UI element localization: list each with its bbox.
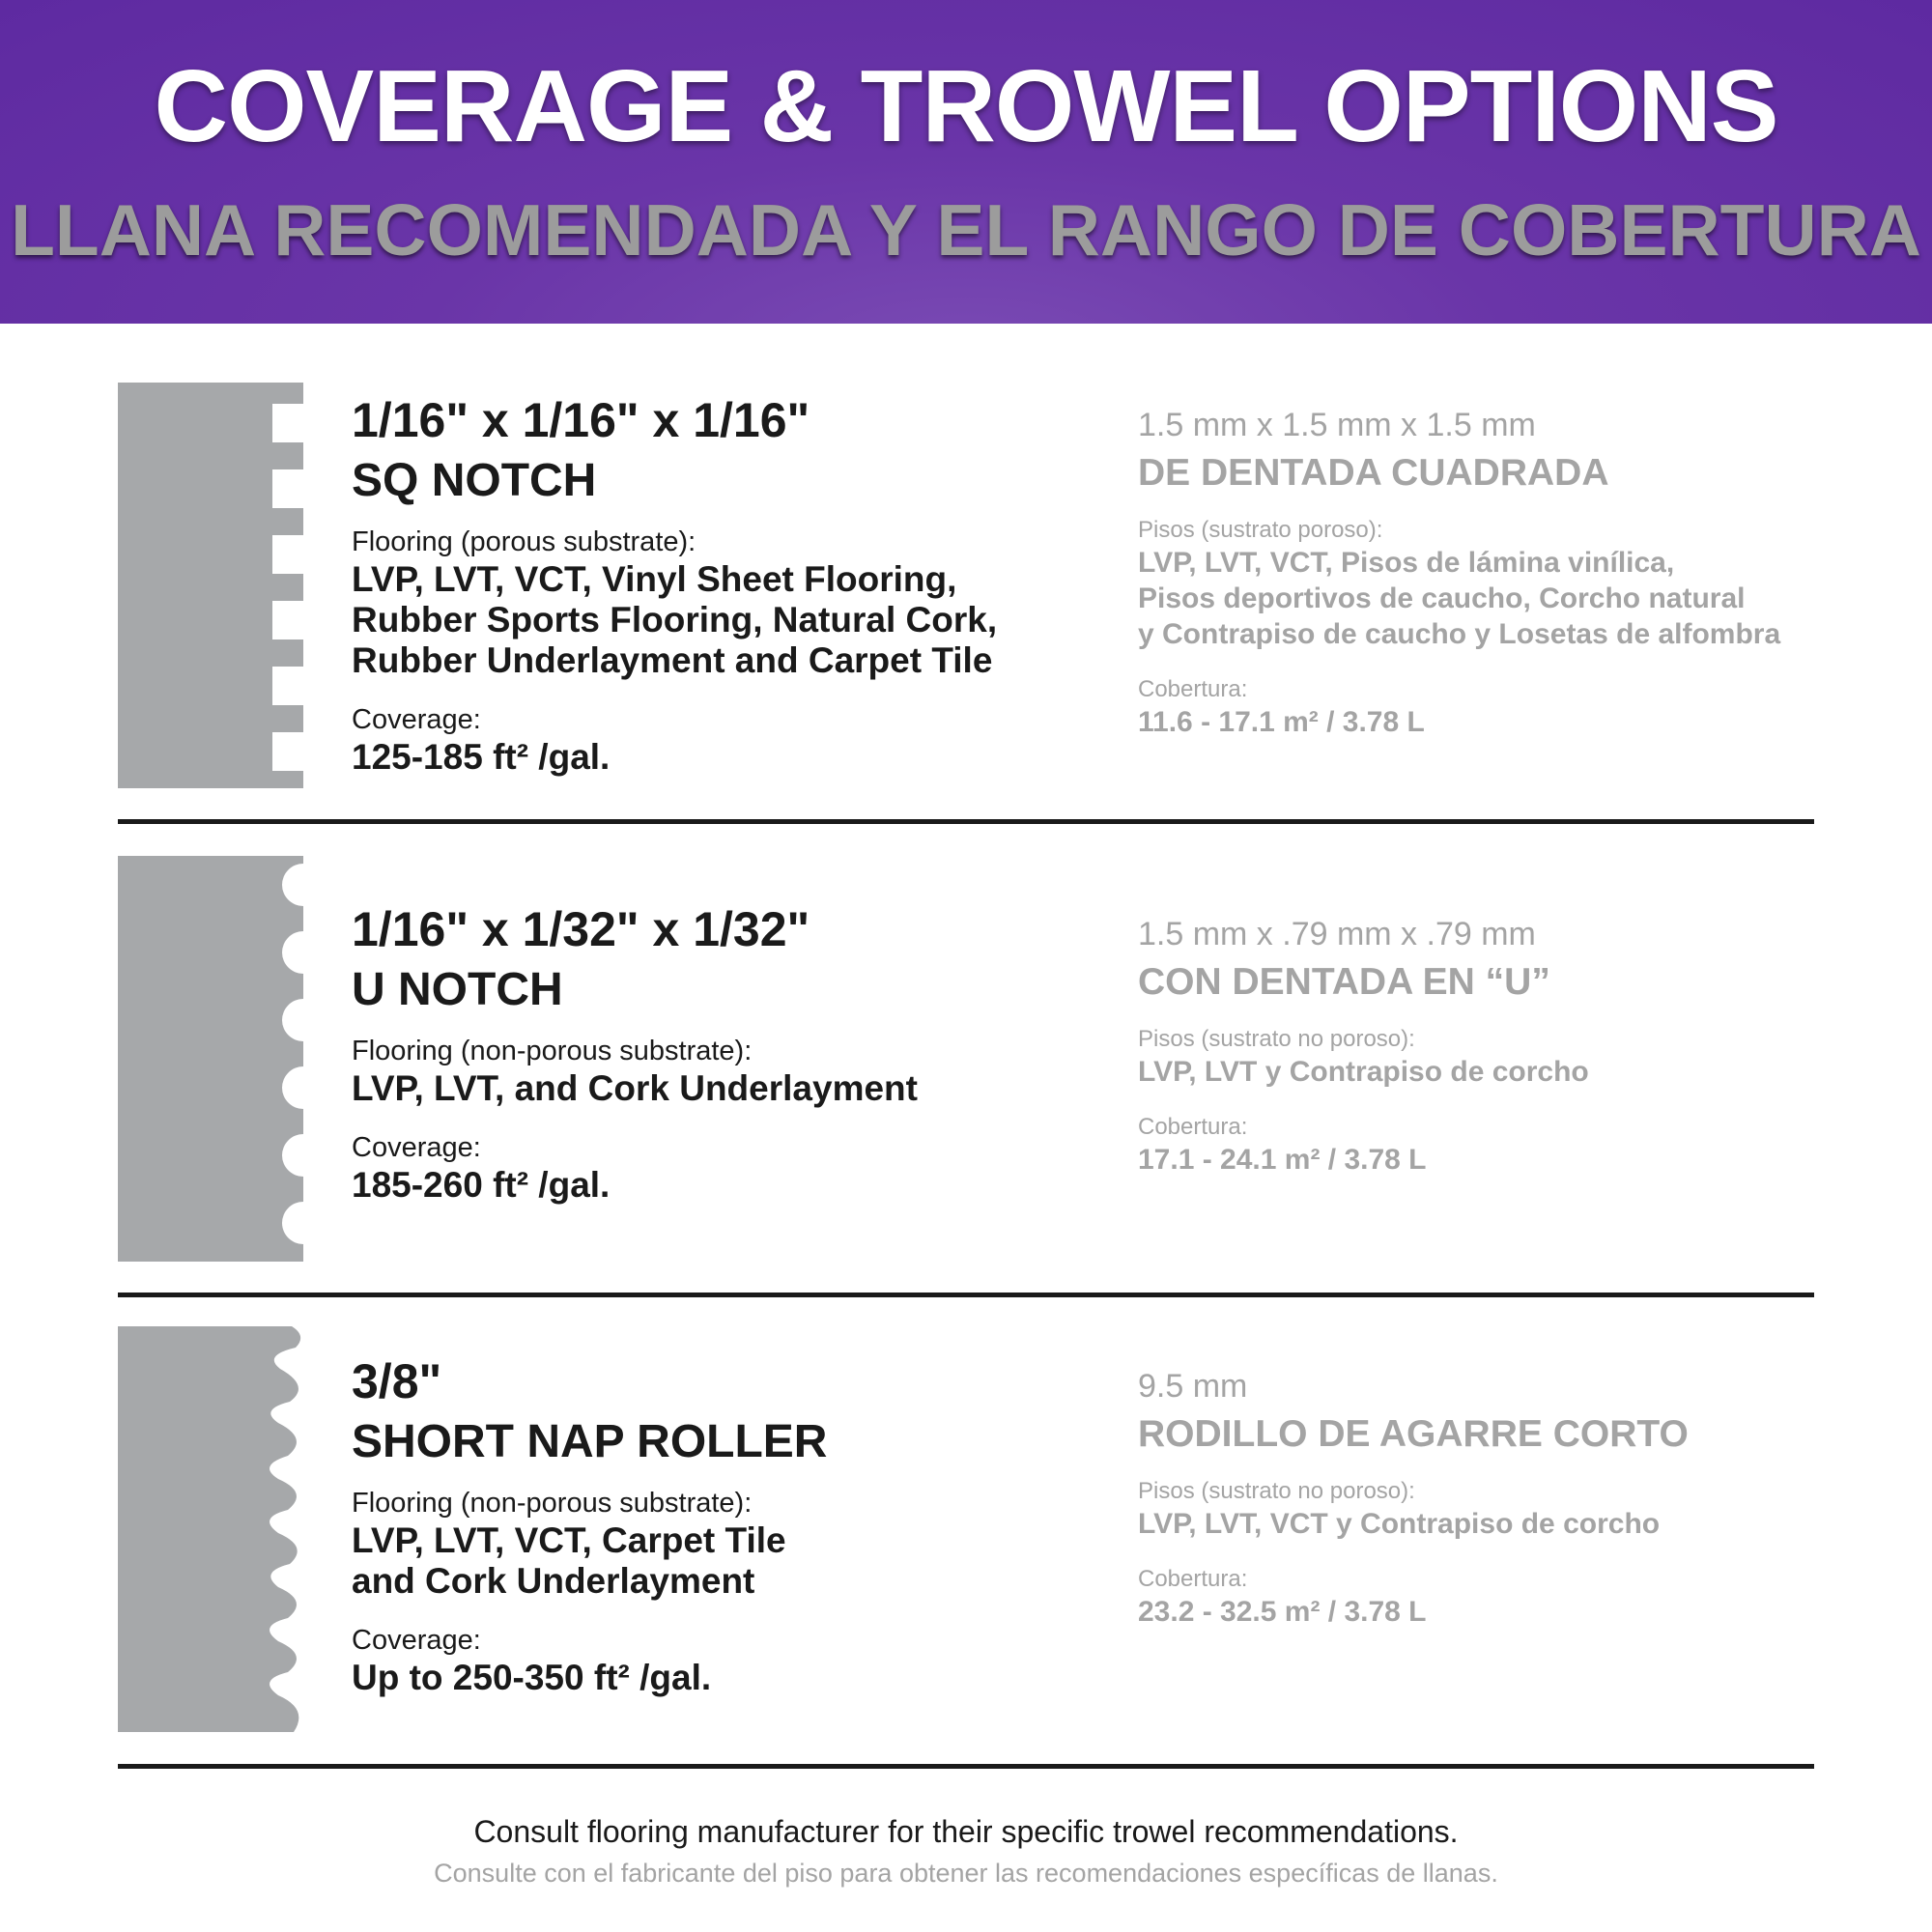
- row-divider: [118, 819, 1814, 824]
- flooring-types-es: LVP, LVT, VCT, Pisos de lámina vinílica, Pisos deportivos de caucho, Corcho natural y Contrapiso de caucho y Losetas de alfombra: [1138, 547, 1781, 650]
- english-column: [352, 391, 1115, 778]
- row-divider: [118, 1764, 1814, 1769]
- coverage-value: 125-185 ft² /gal.: [352, 737, 611, 777]
- flooring-types-es: LVP, LVT y Contrapiso de corcho: [1138, 1056, 1589, 1088]
- row-divider: [118, 1293, 1814, 1297]
- flooring-label: Flooring (non-porous substrate):: [352, 1036, 753, 1066]
- flooring-types: LVP, LVT, and Cork Underlayment: [352, 1068, 918, 1108]
- short-nap-roller-icon: [118, 1326, 303, 1732]
- coverage-value: 185-260 ft² /gal.: [352, 1165, 611, 1205]
- english-column: [352, 1352, 1115, 1698]
- coverage-value-es: 17.1 - 24.1 m² / 3.78 L: [1138, 1144, 1427, 1176]
- spanish-column: [1138, 913, 1911, 1178]
- trowel-name-es: CON DENTADA EN “U”: [1138, 961, 1550, 1003]
- coverage-label-es: Cobertura:: [1138, 1566, 1248, 1592]
- header-banner: [0, 0, 1932, 324]
- spanish-column: [1138, 404, 1911, 740]
- spanish-column: [1138, 1365, 1911, 1630]
- flooring-types-es: LVP, LVT, VCT y Contrapiso de corcho: [1138, 1508, 1661, 1540]
- trowel-size: 3/8": [352, 1354, 442, 1408]
- u-notch-trowel-icon: [118, 856, 303, 1262]
- trowel-size-es: 9.5 mm: [1138, 1368, 1248, 1405]
- page-title: COVERAGE & TROWEL OPTIONS: [154, 49, 1778, 163]
- flooring-types: LVP, LVT, VCT, Vinyl Sheet Flooring, Rubber Sports Flooring, Natural Cork, Rubber Underlayment and Carpet Tile: [352, 559, 998, 680]
- trowel-name: U NOTCH: [352, 964, 563, 1015]
- footer-note-es: Consulte con el fabricante del piso para obtener las recomendaciones específicas de llanas.: [434, 1859, 1498, 1888]
- footer-note: Consult flooring manufacturer for their specific trowel recommendations.: [473, 1814, 1459, 1849]
- coverage-label: Coverage:: [352, 1625, 481, 1656]
- flooring-label-es: Pisos (sustrato no poroso):: [1138, 1026, 1415, 1052]
- coverage-value: Up to 250-350 ft² /gal.: [352, 1658, 712, 1697]
- flooring-label: Flooring (non-porous substrate):: [352, 1488, 753, 1519]
- square-notch-trowel-icon: [118, 383, 303, 788]
- english-column: [352, 900, 1115, 1206]
- trowel-size: 1/16" x 1/32" x 1/32": [352, 902, 810, 956]
- flooring-label-es: Pisos (sustrato poroso):: [1138, 517, 1383, 543]
- coverage-label: Coverage:: [352, 704, 481, 735]
- coverage-label: Coverage:: [352, 1132, 481, 1163]
- flooring-label-es: Pisos (sustrato no poroso):: [1138, 1478, 1415, 1504]
- trowel-name: SHORT NAP ROLLER: [352, 1416, 828, 1467]
- trowel-name: SQ NOTCH: [352, 455, 597, 506]
- trowel-size-es: 1.5 mm x .79 mm x .79 mm: [1138, 916, 1536, 952]
- trowel-name-es: RODILLO DE AGARRE CORTO: [1138, 1413, 1689, 1455]
- trowel-size-es: 1.5 mm x 1.5 mm x 1.5 mm: [1138, 407, 1536, 443]
- trowel-size: 1/16" x 1/16" x 1/16": [352, 393, 810, 447]
- page-subtitle: LLANA RECOMENDADA Y EL RANGO DE COBERTURA: [11, 189, 1921, 270]
- trowel-name-es: DE DENTADA CUADRADA: [1138, 452, 1609, 494]
- coverage-label-es: Cobertura:: [1138, 1114, 1248, 1140]
- coverage-label-es: Cobertura:: [1138, 676, 1248, 702]
- flooring-label: Flooring (porous substrate):: [352, 526, 696, 557]
- coverage-value-es: 11.6 - 17.1 m² / 3.78 L: [1138, 706, 1425, 738]
- flooring-types: LVP, LVT, VCT, Carpet Tile and Cork Underlayment: [352, 1520, 786, 1601]
- coverage-value-es: 23.2 - 32.5 m² / 3.78 L: [1138, 1596, 1427, 1628]
